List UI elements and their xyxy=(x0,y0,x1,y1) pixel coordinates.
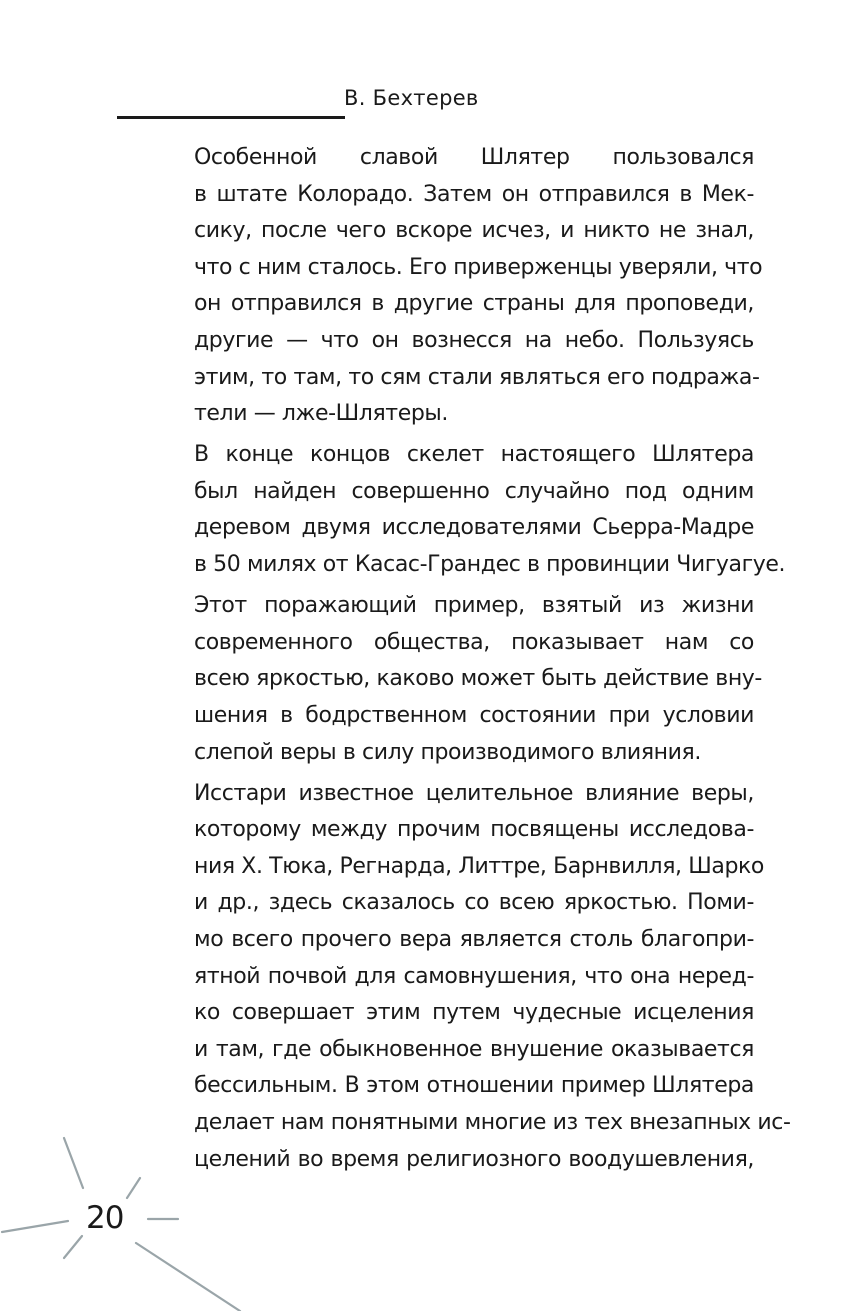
text-line: этим, то там, то сям стали являться его подража- xyxy=(194,364,760,390)
text-line: всею яркостью, каково может быть действие вну- xyxy=(194,666,762,692)
text-line: делает нам понятными многие из тех внезапных ис- xyxy=(194,1109,791,1135)
paragraph-2 xyxy=(157,437,786,583)
running-header-author: В. Бехтерев xyxy=(344,86,479,110)
paragraph-3 xyxy=(157,588,762,771)
text-line: в 50 милях от Касас-Грандес в провинции Чигуагуе. xyxy=(194,552,786,578)
text-line: был найден совершенно случайно под одним xyxy=(194,478,754,504)
header-rule xyxy=(117,116,345,119)
text-line: бессильным. В этом отношении пример Шлятера xyxy=(194,1073,754,1099)
text-line: ния Х. Тюка, Регнарда, Литтре, Барнвилля, Шарко xyxy=(194,853,764,879)
text-line: ятной почвой для самовнушения, что она неред- xyxy=(194,963,754,989)
text-line: тели — лже-Шлятеры. xyxy=(194,401,448,427)
text-line: деревом двумя исследователями Сьерра-Мадре xyxy=(194,515,754,541)
text-line: мо всего прочего вера является столь благопри- xyxy=(194,926,754,952)
text-line: сику, после чего вскоре исчез, и никто не знал, xyxy=(194,218,754,244)
text-line: шения в бодрственном состоянии при условии xyxy=(194,702,754,728)
text-line: Исстари известное целительное влияние веры, xyxy=(194,780,754,806)
text-line: ко совершает этим путем чудесные исцеления xyxy=(194,1000,754,1026)
text-line: он отправился в другие страны для проповеди, xyxy=(194,291,754,317)
text-line: и др., здесь сказалось со всею яркостью. Поми- xyxy=(194,890,754,916)
text-line: слепой веры в силу производимого влияния. xyxy=(194,739,701,765)
text-line: что с ним сталось. Его приверженцы уверяли, что xyxy=(194,254,763,280)
paragraph-4 xyxy=(157,776,791,1179)
text-line: Особенной славой Шлятер пользовался xyxy=(194,145,754,170)
text-line: В конце концов скелет настоящего Шлятера xyxy=(194,442,754,468)
text-line: целений во время религиозного воодушевления, xyxy=(194,1146,754,1172)
text-line: Этот поражающий пример, взятый из жизни xyxy=(194,593,754,619)
text-line: и там, где обыкновенное внушение оказывается xyxy=(194,1036,754,1062)
body-text xyxy=(157,140,791,1183)
page-number: 20 xyxy=(86,1200,124,1236)
text-line: современного общества, показывает нам со xyxy=(194,629,754,655)
text-line: в штате Колорадо. Затем он отправился в Мек- xyxy=(194,181,754,207)
page-number-rays-ornament xyxy=(0,1120,260,1311)
text-line: которому между прочим посвящены исследова- xyxy=(194,817,754,843)
text-line: другие — что он вознесся на небо. Пользуясь xyxy=(194,327,754,353)
paragraph-1 xyxy=(157,140,763,433)
